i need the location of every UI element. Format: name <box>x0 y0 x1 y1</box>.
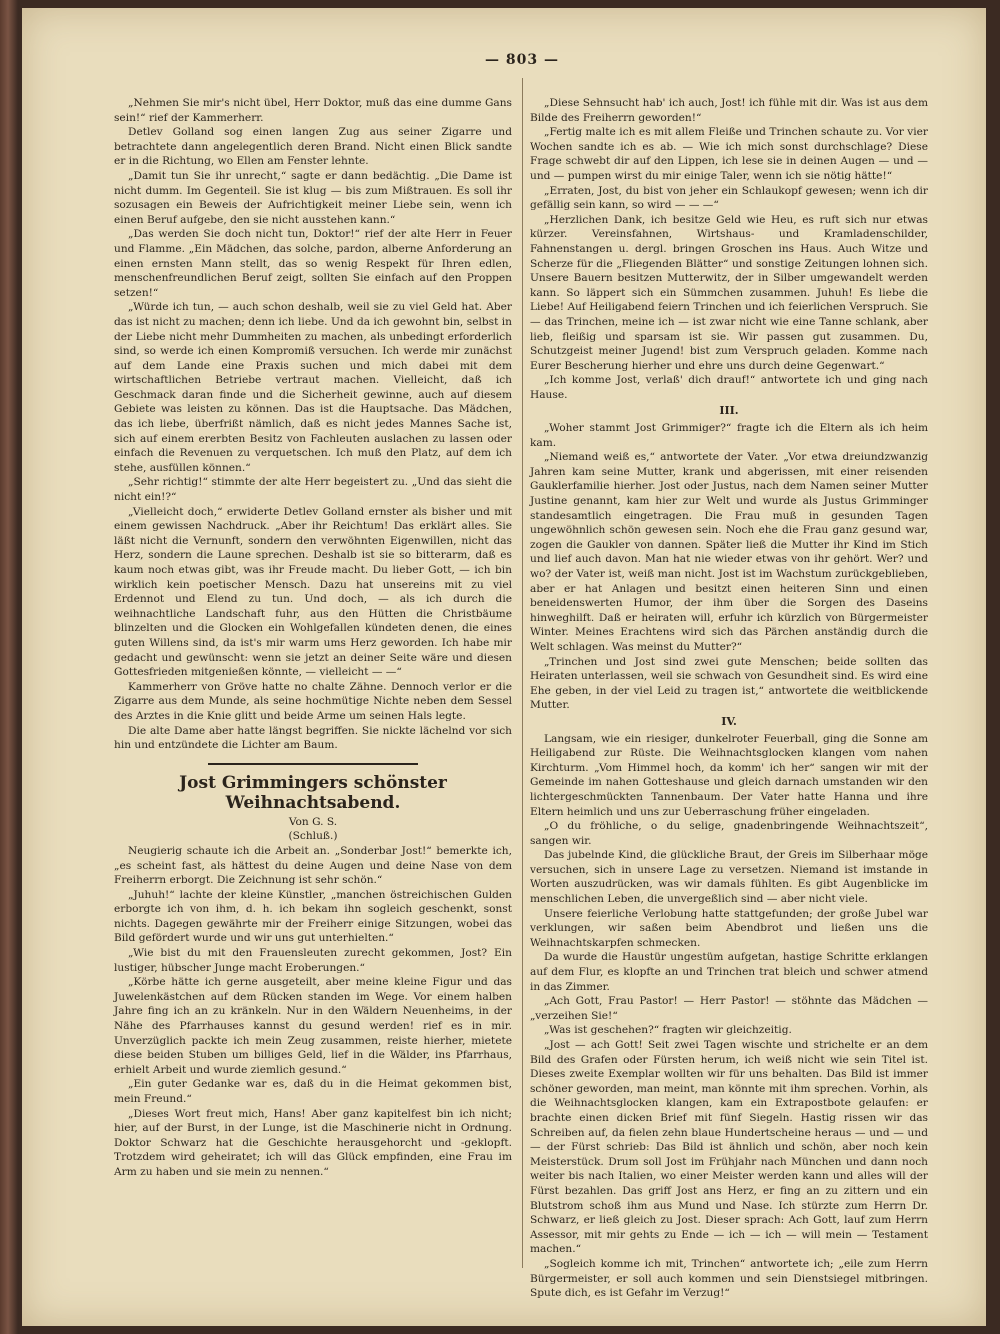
paragraph: Die alte Dame aber hatte längst begriffen. Sie nickte lächelnd vor sich hin und entzündete die Lichter am Baum. <box>114 724 512 752</box>
paragraph: „Wie bist du mit den Frauensleuten zurecht gekommen, Jost? Ein lustiger, hübscher Junge macht Eroberungen.“ <box>114 947 512 974</box>
paragraph: „Nehmen Sie mir's nicht übel, Herr Doktor, muß das eine dumme Gans sein!“ rief der Kammerherr. <box>114 97 512 124</box>
paragraph: „Diese Sehnsucht hab' ich auch, Jost! ich fühle mit dir. Was ist aus dem Bilde des Freiherrn geworden!“ <box>530 97 928 124</box>
paragraph: „Herzlichen Dank, ich besitze Geld wie Heu, es ruft sich nur etwas kürzer. Vereinsfahnen, Wirtshaus- und Kramladenschilder, Fahnenstangen u. dergl. bringen Groschen ins Haus. Auch Witze und Scherze für die „Fliegenden Blätter“ und sonstige Zeitungen lohnen sich. Unsere Bauern besitzen Mutterwitz, der in Silber umgewandelt werden kann. So läppert sich ein Sümmchen zusammen. Juhuh! Es liebe die Liebe! Auf Heiligabend feiern Trinchen und ich feierlichen Verspruch. Sie — das Trinchen, meine ich — ist zwar nicht wie eine Tanne schlank, aber lieb, fleißig und sparsam ist sie. Wir passen gut zusammen. Du, Schutzgeist meiner Jugend! bist zum Verspruch geladen. Komme nach Eurer Bescherung hierher und ehre uns durch deine Gegenwart.“ <box>530 213 928 372</box>
paragraph: „Woher stammt Jost Grimmiger?“ fragte ich die Eltern als ich heim kam. <box>530 422 928 449</box>
paragraph: „Trinchen und Jost sind zwei gute Menschen; beide sollten das Heiraten unterlassen, weil sie schwach von Gesundheit sind. Es wird eine Ehe geben, in der viel Leid zu tragen ist,“ antwortete die weitblickende Mutter. <box>530 655 928 712</box>
paragraph: „Erraten, Jost, du bist von jeher ein Schlaukopf gewesen; wenn ich dir gefällig sein kann, so wird — — —“ <box>530 184 928 212</box>
section-heading-4: IV. <box>721 714 737 728</box>
newspaper-page <box>22 8 986 1326</box>
paragraph: „Dieses Wort freut mich, Hans! Aber ganz kapitelfest bin ich nicht; hier, auf der Burst, in der Lunge, ist die Maschinerie nicht in Ordnung. Doktor Schwarz hat die Geschichte herausgehorcht und -geklopft. Trotzdem wird geheiratet; ich will das Glück empfinden, eine Frau im Arm zu haben und sie mein zu nennen.“ <box>114 1107 512 1178</box>
paragraph: „Ach Gott, Frau Pastor! — Herr Pastor! — stöhnte das Mädchen — „verzeihen Sie!“ <box>530 995 928 1022</box>
paragraph: „Sogleich komme ich mit, Trinchen“ antwortete ich; „eile zum Herrn Bürgermeister, er soll auch kommen und sein Dienstsiegel mitbringen. Spute dich, es ist Gefahr im Verzug!“ <box>530 1257 928 1300</box>
paragraph: „Das werden Sie doch nicht tun, Doktor!“ rief der alte Herr in Feuer und Flamme. „Ein Mädchen, das solche, pardon, alberne Anforderung an einen ernsten Mann stellt, das so wenig Respekt für Ihren edlen, menschenfreundlichen Beruf zeigt, sollten Sie einfach auf den Proppen setzen!“ <box>114 228 512 299</box>
paragraph: „Juhuh!“ lachte der kleine Künstler, „manchen östreichischen Gulden erborgte ich von ihm, d. h. ich bekam ihn sogleich geschenkt, sonst nichts. Dagegen gewährte mir der Freiherr einige Sitzungen, wobei das Bild gefördert wurde und wir uns gut unterhielten.“ <box>114 888 512 945</box>
paragraph: „Niemand weiß es,“ antwortete der Vater. „Vor etwa dreiundzwanzig Jahren kam seine Mutter, krank und abgerissen, mit einer reisenden Gauklerfamilie hierher. Jost oder Justus, nach dem Namen seiner Mutter Justine genannt, kam hier zur Welt und wurde als Justus Grimminger standesamtlich eingetragen. Die Frau muß in gesunden Tagen ungewöhnlich schön gewesen sein. Noch ehe die Frau ganz gesund war, zogen die Gaukler von dannen. Später ließ die Mutter ihr Kind im Stich und lief auch davon. Man hat nie wieder etwas von ihr gehört. Wer? und wo? der Vater ist, weiß man nicht. Jost ist im Wachstum zurückgeblieben, aber er hat Anlagen und besitzt einen heiteren Sinn und einen beneidenswerten Humor, der ihm über die Sorgen des Daseins hinweghilft. Daß er heiraten will, erfuhr ich kürzlich von Bürgermeister Winter. Meines Erachtens wird sich das Pärchen anständig durch die Welt schlagen. Was meinst du Mutter?“ <box>530 451 928 653</box>
section-heading-3: III. <box>719 404 739 418</box>
right-column <box>530 96 928 1301</box>
paragraph: Detlev Golland sog einen langen Zug aus seiner Zigarre und betrachtete dann angelegentlich deren Brand. Nicht einen Blick sandte er in die Richtung, wo Ellen am Fenster lehnte. <box>114 126 512 168</box>
paragraph: Unsere feierliche Verlobung hatte stattgefunden; der große Jubel war verklungen, wir saßen beim Abendbrot und ließen uns die Weihnachtskarpfen schmecken. <box>530 907 928 949</box>
left-column <box>114 96 512 1180</box>
paragraph: „Damit tun Sie ihr unrecht,“ sagte er dann bedächtig. „Die Dame ist nicht dumm. Im Gegenteil. Sie ist klug — bis zum Mißtrauen. Es soll ihr sozusagen ein Beweis der Aufrichtigkeit meiner Liebe sein, wenn ich einen Beruf aufgebe, den sie nicht ausstehen kann.“ <box>114 169 512 226</box>
column-divider <box>522 78 523 1268</box>
paragraph: Langsam, wie ein riesiger, dunkelroter Feuerball, ging die Sonne am Heiligabend zur Rüste. Die Weihnachtsglocken klangen vom nahen Kirchturm. „Vom Himmel hoch, da komm' ich her“ sangen wir mit der Gemeinde im nahen Gotteshause und gleich darnach umstanden wir den lichtergeschmückten Tannenbaum. Der Vater hatte Hanna und ihre Eltern heimlich und uns zur Ueberraschung früher eingeladen. <box>530 732 928 818</box>
paragraph: „Was ist geschehen?“ fragten wir gleichzeitig. <box>544 1024 792 1037</box>
paragraph: Kammerherr von Gröve hatte no chalte Zähne. Dennoch verlor er die Zigarre aus dem Munde, als seine hochmütige Nichte neben dem Sessel des Arztes in die Knie glitt und beide Arme um seinen Hals legte. <box>114 680 512 722</box>
paragraph: „Fertig malte ich es mit allem Fleiße und Trinchen schaute zu. Vor vier Wochen sandte ich es ab. — Wie ich mich sonst durchschlage? Diese Frage schwebt dir auf den Lippen, ich lese sie in deinen Augen — und — und — pumpen wirst du mir einige Taler, wenn ich sie nötig hätte!“ <box>530 126 928 182</box>
paragraph: „Körbe hätte ich gerne ausgeteilt, aber meine kleine Figur und das Juwelenkästchen auf dem Rücken standen im Wege. Vor einem halben Jahre fing ich an zu kränkeln. Nur in den Wäldern Neuenheims, in der Nähe des Pfarrhauses kannst du gesund werden! rief es in mir. Unverzüglich packte ich mein Zeug zusammen, reiste hierher, mietete diese beiden Stuben um billiges Geld, lief in die Wälder, ins Pfarrhaus, erhielt Arbeit und wurde ziemlich gesund.“ <box>114 976 512 1076</box>
paragraph: „Vielleicht doch,“ erwiderte Detlev Golland ernster als bisher und mit einem gewissen Nachdruck. „Aber ihr Reichtum! Das erklärt alles. Sie läßt nicht die Vernunft, sondern den verwöhnten Eigenwillen, nicht das Herz, sondern die Laune sprechen. Deshalb ist sie so bitterarm, daß es kaum noch etwas gibt, was ihr Freude macht. Du lieber Gott, — ich bin wirklich kein poetischer Mensch. Dazu hat unsereins mit zu viel Erdennot und Elend zu tun. Und doch, — als ich durch die weihnachtliche Landschaft fuhr, aus den Hütten die Christbäume blinzelten und die Glocken ein Wohlgefallen kündeten denen, die eines guten Willens sind, da ist's mir warm ums Herz geworden. Ich habe mir gedacht und gewünscht: wenn sie jetzt an deiner Seite wäre und diesen Gottesfrieden mitgenießen könnte, — vielleicht — —“ <box>114 505 512 679</box>
paragraph: Neugierig schaute ich die Arbeit an. „Sonderbar Jost!“ bemerkte ich, „es scheint fast, als hättest du deine Augen und deine Nase von dem Freiherrn erborgt. Die Zeichnung ist sehr schön.“ <box>114 844 512 887</box>
paragraph: „Sehr richtig!“ stimmte der alte Herr begeistert zu. „Und das sieht die nicht ein!?“ <box>114 476 512 504</box>
paragraph: „Ein guter Gedanke war es, daß du in die Heimat gekommen bist, mein Freund.“ <box>114 1078 512 1105</box>
section-rule <box>208 763 418 765</box>
paragraph: Das jubelnde Kind, die glückliche Braut, der Greis im Silberhaar möge versuchen, sich in unsere Lage zu versetzen. Niemand ist imstande in Worten auszudrücken, was wir damals fühlten. Es gibt Augenblicke im menschlichen Leben, die unvergeßlich sind — aber nicht viele. <box>530 849 928 906</box>
paragraph: „O du fröhliche, o du selige, gnadenbringende Weihnachtszeit“, sangen wir. <box>530 820 928 847</box>
paragraph: „Würde ich tun, — auch schon deshalb, weil sie zu viel Geld hat. Aber das ist nicht zu machen; denn ich liebe. Und da ich gewohnt bin, selbst in der Liebe nicht mehr Dummheiten zu machen, als unbedingt erforderlich sind, so werde ich einen Kompromiß versuchen. Ich werde mir zunächst auf dem Lande eine Praxis suchen und mich dabei mit dem wirtschaftlichen Betriebe vertraut machen. Vielleicht, daß ich Geschmack daran finde und die Sicherheit gewinne, auch auf diesem Gebiete was leisten zu können. Das ist die Hauptsache. Das Mädchen, das ich liebe, überfrißt nämlich, daß es nicht jedes Mannes Sache ist, sich auf einem ererbten Besitz von Fachleuten auslachen zu lassen oder einfach die Revenuen zu verquetschen. Ich muß den Platz, auf dem ich stehe, ausfüllen können.“ <box>114 301 512 474</box>
story-note: (Schluß.) <box>288 830 338 843</box>
paragraph: Da wurde die Haustür ungestüm aufgetan, hastige Schritte erklangen auf dem Flur, es klopfte an und Trinchen trat bleich und schwer atmend in das Zimmer. <box>530 951 928 993</box>
paragraph: „Ich komme Jost, verlaß' dich drauf!“ antwortete ich und ging nach Hause. <box>530 374 928 401</box>
story-byline: Von G. S. <box>288 815 338 828</box>
paragraph: „Jost — ach Gott! Seit zwei Tagen wischte und strichelte er an dem Bild des Grafen oder Fürsten herum, ich weiß nicht wie sein Titel ist. Dieses zweite Exemplar wollten wir für uns behalten. Das Bild ist immer schöner geworden, man meint, man könnte mit ihm sprechen. Vorhin, als die Weihnachtsglocken klangen, kam ein Extrapostbote gelaufen: er brachte einen dicken Brief mit fünf Siegeln. Hastig rissen wir das Schreiben auf, da fielen zehn blaue Hundertscheine heraus — und — und — der Fürst schrieb: Das Bild ist ähnlich und schön, aber noch kein Meisterstück. Drum soll Jost im Frühjahr nach München und dann noch weiter bis nach Italien, wo einer Meister werden kann und alles will der Fürst bezahlen. Das griff Jost ans Herz, er fing an zu zittern und ein Blutstrom schoß ihm aus Mund und Nase. Ich stürzte zum Herrn Dr. Schwarz, er ließ gleich zu Jost. Dieser sprach: Ach Gott, lauf zum Herrn Assessor, mit mir gehts zu Ende — ich — ich — will mein — Testament machen.“ <box>530 1039 928 1256</box>
story-title: Jost Grimmingers schönster Weihnachtsabend. <box>179 772 447 813</box>
page-number: — 803 — <box>485 52 559 68</box>
